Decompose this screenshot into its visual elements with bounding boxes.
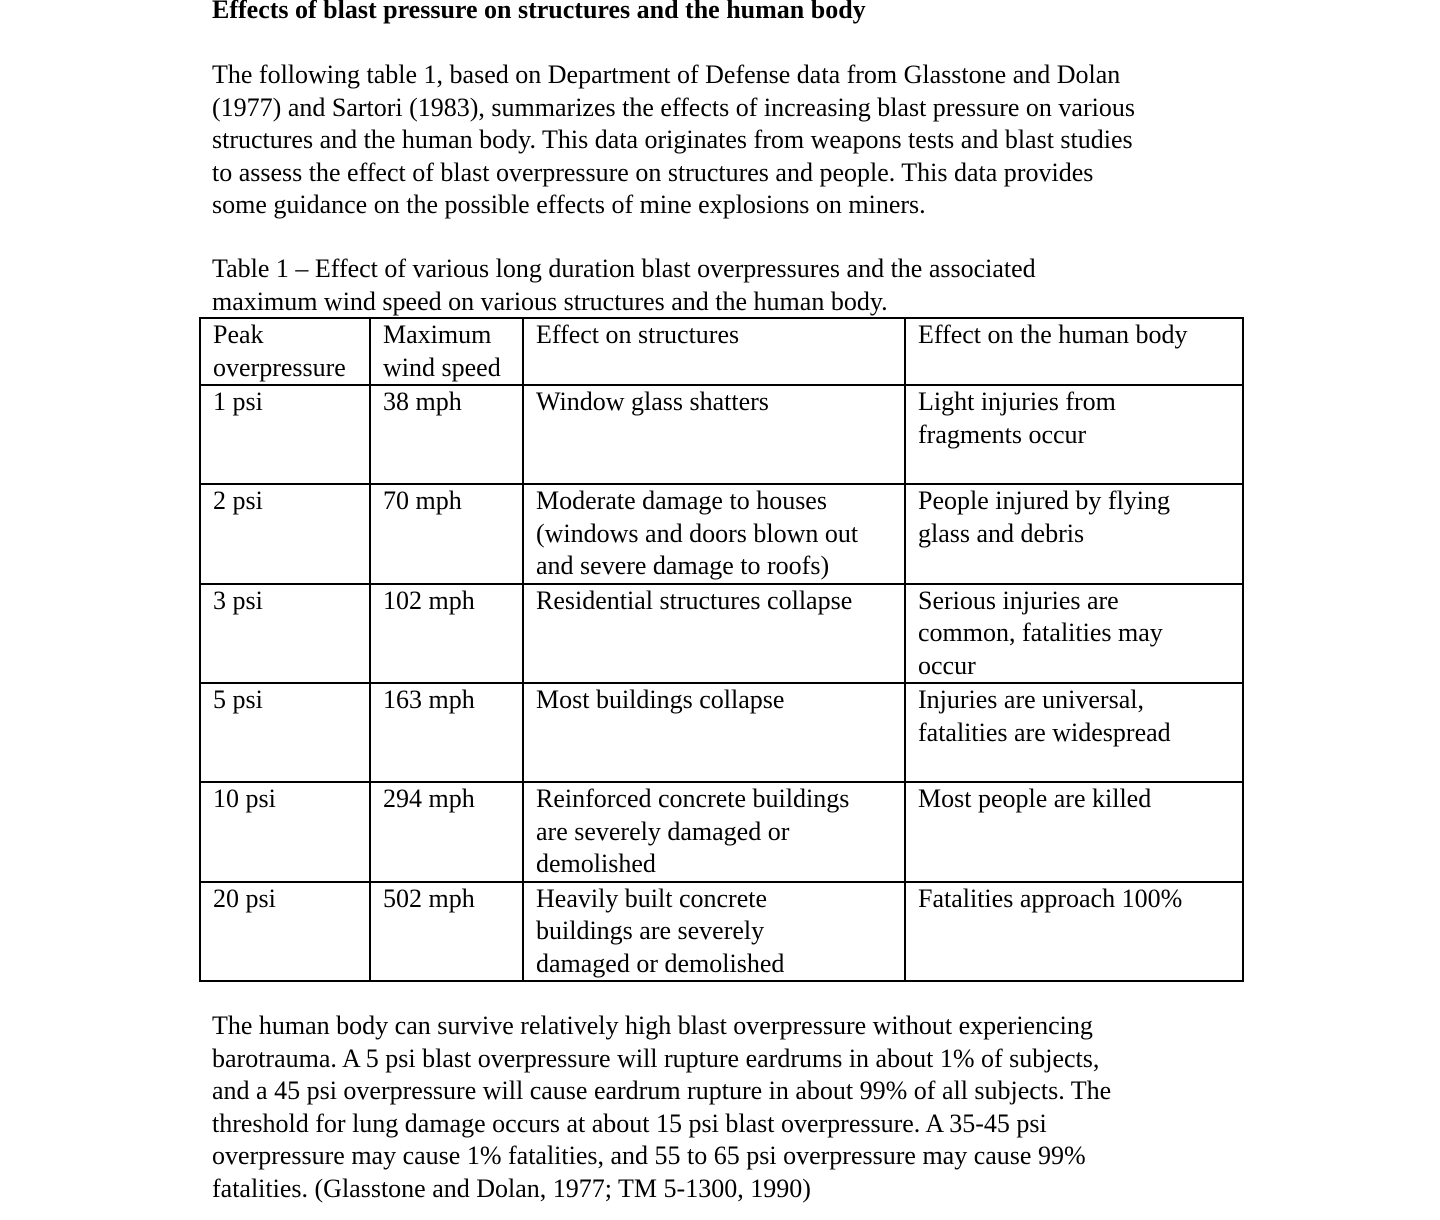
cell-max-wind-speed-text: 294 mph — [383, 784, 475, 813]
cell-effect-structures-line: Window glass shatters — [536, 387, 769, 416]
cell-effect-structures-line: Most buildings collapse — [536, 685, 785, 714]
cell-max-wind-speed — [370, 385, 523, 484]
cell-effect-body — [905, 782, 1243, 882]
cell-max-wind-speed-text: 102 mph — [383, 585, 475, 615]
cell-effect-structures-line: demolished — [536, 849, 656, 878]
cell-effect-structures — [523, 385, 905, 484]
cell-effect-body-line: People injured by flying — [918, 486, 1171, 515]
header-peak-overpressure — [200, 318, 370, 385]
closing-line: overpressure may cause 1% fatalities, and 55 to 65 psi overpressure may cause 99% — [212, 1141, 1086, 1170]
closing-line: barotrauma. A 5 psi blast overpressure will rupture eardrums in about 1% of subjects, — [212, 1043, 1100, 1073]
cell-effect-body — [905, 882, 1243, 982]
cell-max-wind-speed-text: 38 mph — [383, 387, 462, 416]
cell-max-wind-speed-text: 502 mph — [383, 883, 475, 913]
table-row — [200, 385, 1243, 484]
cell-max-wind-speed — [370, 782, 523, 882]
table-row — [200, 484, 1243, 584]
cell-effect-body-line: glass and debris — [918, 518, 1085, 548]
cell-peak-overpressure-text: 10 psi — [213, 784, 276, 813]
caption-line: maximum wind speed on various structures and the human body. — [212, 286, 888, 316]
cell-effect-body-line: fragments occur — [918, 419, 1087, 449]
cell-effect-body-line: Injuries are universal, — [918, 685, 1144, 714]
cell-peak-overpressure-text: 5 psi — [213, 685, 263, 714]
closing-paragraph — [212, 1010, 1232, 1205]
intro-line: to assess the effect of blast overpressure on structures and people. This data provides — [212, 157, 1094, 187]
cell-effect-body-line: Fatalities approach 100% — [918, 883, 1183, 913]
cell-effect-structures — [523, 584, 905, 684]
cell-max-wind-speed — [370, 882, 523, 982]
cell-effect-structures — [523, 882, 905, 982]
cell-effect-structures-line: are severely damaged or — [536, 816, 790, 846]
closing-line: The human body can survive relatively high blast overpressure without experiencing — [212, 1011, 1093, 1040]
header-max-wind-speed — [370, 318, 523, 385]
header-text: Maximum — [383, 320, 492, 349]
header-text: overpressure — [213, 352, 346, 382]
cell-effect-body-line: Most people are killed — [918, 784, 1152, 813]
cell-effect-structures-line: damaged or demolished — [536, 948, 785, 978]
cell-effect-structures-line: and severe damage to roofs) — [536, 551, 830, 580]
header-text: Effect on structures — [536, 320, 740, 349]
cell-effect-body-line: Light injuries from — [918, 387, 1116, 416]
cell-max-wind-speed — [370, 484, 523, 584]
intro-paragraph — [212, 59, 1232, 222]
cell-effect-structures — [523, 782, 905, 882]
cell-peak-overpressure — [200, 683, 370, 782]
cell-effect-body — [905, 385, 1243, 484]
cell-effect-structures-line: Residential structures collapse — [536, 585, 853, 615]
cell-peak-overpressure-text: 1 psi — [213, 387, 263, 416]
cell-effect-body — [905, 683, 1243, 782]
cell-effect-body-line: fatalities are widespread — [918, 717, 1171, 747]
cell-peak-overpressure-text: 20 psi — [213, 883, 276, 913]
cell-effect-structures-line: buildings are severely — [536, 916, 765, 945]
header-effect-body — [905, 318, 1243, 385]
cell-peak-overpressure — [200, 484, 370, 584]
header-text: wind speed — [383, 352, 501, 382]
cell-effect-structures — [523, 484, 905, 584]
table-caption — [212, 253, 1172, 318]
table-header-row — [200, 318, 1243, 385]
cell-peak-overpressure-text: 3 psi — [213, 585, 263, 615]
intro-line: structures and the human body. This data originates from weapons tests and blast studies — [212, 125, 1133, 154]
closing-line: threshold for lung damage occurs at about 15 psi blast overpressure. A 35-45 psi — [212, 1108, 1047, 1138]
header-effect-structures — [523, 318, 905, 385]
cell-effect-body-line: occur — [918, 650, 976, 680]
cell-max-wind-speed — [370, 683, 523, 782]
cell-effect-structures-line: Moderate damage to houses — [536, 486, 827, 515]
intro-line: some guidance on the possible effects of mine explosions on miners. — [212, 190, 926, 219]
cell-effect-structures-line: Reinforced concrete buildings — [536, 784, 850, 813]
closing-line: fatalities. (Glasstone and Dolan, 1977; TM 5-1300, 1990) — [212, 1173, 811, 1203]
table-row — [200, 683, 1243, 782]
cell-effect-structures-line: (windows and doors blown out — [536, 518, 859, 548]
cell-effect-structures — [523, 683, 905, 782]
intro-line: (1977) and Sartori (1983), summarizes the effects of increasing blast pressure on various — [212, 92, 1135, 122]
cell-max-wind-speed-text: 163 mph — [383, 685, 475, 714]
cell-peak-overpressure — [200, 782, 370, 882]
closing-line: and a 45 psi overpressure will cause eardrum rupture in about 99% of all subjects. The — [212, 1076, 1112, 1105]
cell-peak-overpressure-text: 2 psi — [213, 486, 263, 515]
cell-peak-overpressure — [200, 385, 370, 484]
cell-max-wind-speed — [370, 584, 523, 684]
header-text: Effect on the human body — [918, 320, 1188, 349]
blast-effects-table — [199, 317, 1244, 982]
intro-line: The following table 1, based on Department of Defense data from Glasstone and Dolan — [212, 60, 1121, 89]
cell-max-wind-speed-text: 70 mph — [383, 486, 462, 515]
table-row — [200, 882, 1243, 982]
header-text: Peak — [213, 320, 264, 349]
cell-peak-overpressure — [200, 584, 370, 684]
section-heading: Effects of blast pressure on structures and the human body — [212, 0, 866, 24]
table-row — [200, 584, 1243, 684]
cell-peak-overpressure — [200, 882, 370, 982]
caption-line: Table 1 – Effect of various long duration blast overpressures and the associated — [212, 254, 1036, 283]
cell-effect-structures-line: Heavily built concrete — [536, 883, 768, 913]
cell-effect-body — [905, 484, 1243, 584]
cell-effect-body-line: Serious injuries are — [918, 585, 1119, 615]
cell-effect-body — [905, 584, 1243, 684]
cell-effect-body-line: common, fatalities may — [918, 618, 1163, 647]
table-row — [200, 782, 1243, 882]
